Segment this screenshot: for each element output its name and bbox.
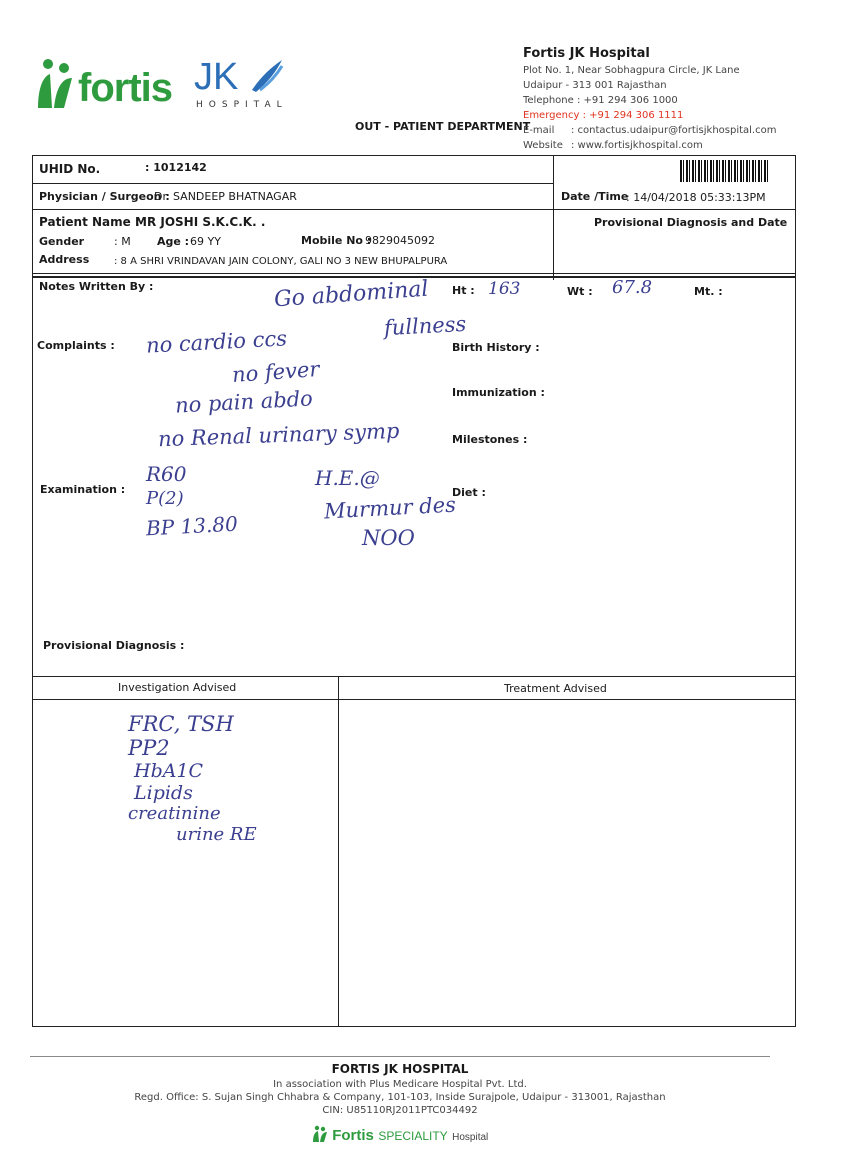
birth-history-label: Birth History : bbox=[452, 341, 540, 354]
investigation-item: Lipids bbox=[134, 782, 193, 804]
mt-label: Mt. : bbox=[694, 285, 723, 298]
age-value: 69 YY bbox=[190, 235, 221, 248]
address-line-2: Udaipur - 313 001 Rajasthan bbox=[523, 80, 667, 91]
jk-hospital-logo bbox=[194, 56, 294, 116]
investigation-list bbox=[128, 712, 328, 846]
uhid-label: UHID No. bbox=[39, 162, 101, 176]
footer-rule bbox=[30, 1056, 770, 1057]
notes-written-by-label: Notes Written By : bbox=[39, 280, 154, 293]
hospital-name: Fortis JK Hospital bbox=[523, 46, 650, 61]
footer-brand-speciality: SPECIALITY bbox=[378, 1129, 448, 1143]
milestones-label: Milestones : bbox=[452, 433, 528, 446]
handwritten-complaint-top-1: Go abdominal bbox=[273, 276, 430, 313]
wt-value: 67.8 bbox=[612, 277, 653, 298]
footer-brand-hospital: Hospital bbox=[452, 1132, 489, 1143]
physician-label: Physician / Surgeon : bbox=[39, 190, 170, 203]
investigation-item: creatinine bbox=[128, 803, 221, 824]
investigation-item: PP2 bbox=[128, 736, 170, 760]
email-row bbox=[523, 123, 823, 138]
immunization-label: Immunization : bbox=[452, 386, 545, 399]
complaints-label: Complaints : bbox=[37, 339, 115, 352]
footer-title: FORTIS JK HOSPITAL bbox=[331, 1062, 469, 1076]
ht-label: Ht : bbox=[452, 284, 475, 297]
divider bbox=[338, 676, 339, 1027]
handwritten-complaint-3: no pain abdo bbox=[174, 386, 314, 418]
jk-hospital-text: HOSPITAL bbox=[196, 100, 288, 110]
handwritten-complaint-top-2: fullness bbox=[383, 311, 467, 341]
handwritten-exam-5: Murmur des bbox=[323, 492, 457, 524]
handwritten-exam-3: BP 13.80 bbox=[145, 511, 239, 541]
prov-diag-date-label: Provisional Diagnosis and Date bbox=[594, 216, 788, 229]
fortis-logo bbox=[34, 56, 184, 116]
gender-value: : M bbox=[114, 235, 131, 248]
address-label: Address bbox=[39, 253, 90, 266]
email: : contactus.udaipur@fortisjkhospital.com bbox=[571, 125, 777, 136]
datetime-value: : 14/04/2018 05:33:13PM bbox=[626, 191, 766, 204]
jk-swirl-icon bbox=[246, 56, 286, 96]
divider bbox=[32, 273, 796, 274]
diet-label: Diet : bbox=[452, 486, 486, 499]
handwritten-exam-1: R60 bbox=[146, 462, 187, 486]
physician-value: Dr. SANDEEP BHATNAGAR bbox=[154, 190, 297, 203]
jk-wordmark: JK bbox=[194, 56, 239, 98]
examination-label: Examination : bbox=[40, 483, 126, 496]
divider bbox=[553, 277, 554, 280]
investigation-item: HbA1C bbox=[134, 760, 204, 782]
footer bbox=[100, 1062, 700, 1145]
website-row bbox=[523, 138, 823, 153]
wt-label: Wt : bbox=[567, 285, 593, 298]
website: : www.fortisjkhospital.com bbox=[571, 140, 703, 151]
divider bbox=[553, 155, 554, 277]
mobile-value: 9829045092 bbox=[365, 234, 435, 247]
footer-brand-fortis: Fortis bbox=[332, 1127, 374, 1144]
investigation-item: urine RE bbox=[176, 824, 257, 845]
email-label: E-mail bbox=[523, 125, 555, 136]
uhid-value: : 1012142 bbox=[145, 161, 207, 174]
address-value: : 8 A SHRI VRINDAVAN JAIN COLONY, GALI NO 3 NEW BHUPALPURA bbox=[114, 256, 448, 267]
patient-name-label: Patient Name : bbox=[39, 215, 140, 229]
footer-line-3: CIN: U85110RJ2011PTC034492 bbox=[322, 1105, 478, 1116]
provisional-diagnosis-label: Provisional Diagnosis : bbox=[43, 639, 185, 652]
handwritten-exam-2: P(2) bbox=[146, 488, 184, 509]
department-title: OUT - PATIENT DEPARTMENT bbox=[355, 120, 531, 133]
investigation-item: FRC, TSH bbox=[128, 712, 234, 736]
divider bbox=[32, 676, 796, 677]
fortis-figure-icon bbox=[312, 1125, 328, 1143]
website-label: Website bbox=[523, 140, 563, 151]
handwritten-complaint-1: no cardio ccs bbox=[145, 326, 288, 358]
footer-line-2: Regd. Office: S. Sujan Singh Chhabra & Company, 101-103, Inside Surajpole, Udaipur - 313001, Rajasthan bbox=[134, 1092, 666, 1103]
handwritten-exam-4: H.E.@ bbox=[315, 466, 380, 490]
patient-name-value: MR JOSHI S.K.C.K. . bbox=[135, 215, 266, 229]
handwritten-complaint-2: no fever bbox=[231, 356, 321, 388]
mobile-label: Mobile No : bbox=[301, 234, 372, 247]
barcode bbox=[680, 160, 768, 182]
footer-line-1: In association with Plus Medicare Hospital Pvt. Ltd. bbox=[273, 1079, 527, 1090]
divider bbox=[32, 183, 554, 184]
divider bbox=[32, 699, 796, 700]
ht-value: 163 bbox=[488, 279, 521, 299]
datetime-label: Date /Time bbox=[561, 190, 629, 203]
treatment-advised-label: Treatment Advised bbox=[504, 682, 607, 695]
fortis-figure-icon bbox=[34, 56, 80, 114]
telephone: Telephone : +91 294 306 1000 bbox=[523, 95, 678, 106]
age-label: Age : bbox=[157, 235, 190, 248]
gender-label: Gender bbox=[39, 235, 85, 248]
handwritten-complaint-4: no Renal urinary symp bbox=[157, 418, 400, 452]
divider bbox=[32, 209, 796, 210]
footer-brand bbox=[100, 1125, 700, 1145]
handwritten-exam-6: NOO bbox=[362, 526, 415, 550]
notes-box bbox=[32, 277, 796, 1027]
investigation-advised-label: Investigation Advised bbox=[118, 681, 237, 694]
fortis-wordmark: fortis bbox=[78, 66, 172, 110]
emergency: Emergency : +91 294 306 1111 bbox=[523, 110, 684, 121]
address-line-1: Plot No. 1, Near Sobhagpura Circle, JK Lane bbox=[523, 65, 740, 76]
hospital-contact bbox=[523, 46, 823, 153]
